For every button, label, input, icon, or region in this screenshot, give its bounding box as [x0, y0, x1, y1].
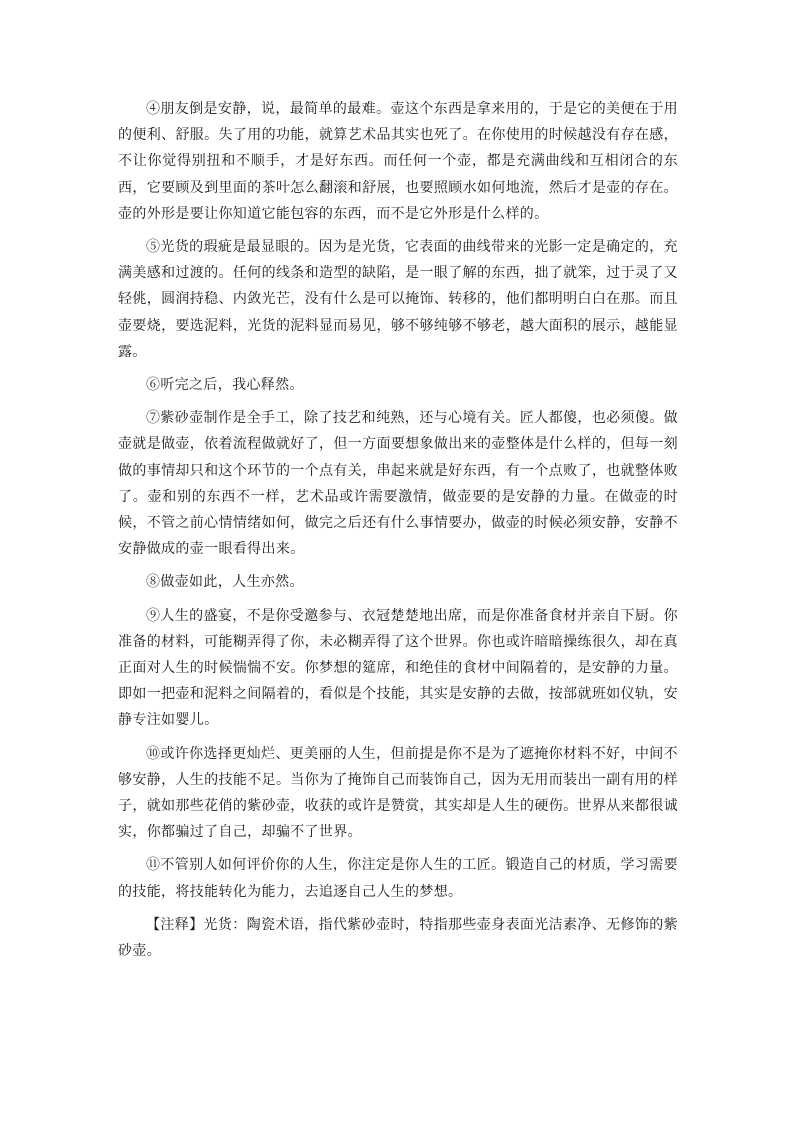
document-page: [118, 96, 678, 964]
footnote: 【注释】光货：陶瓷术语，指代紫砂壶时，特指那些壶身表面光洁素净、无修饰的紫砂壶。: [118, 916, 678, 960]
paragraph-10: ⑩或许你选择更灿烂、更美丽的人生，但前提是你不是为了遮掩你材料不好，中间不够安静，人生的技能不足。当你为了掩饰自己而装饰自己，因为无用而装出一副有用的样子，就如那些花俏的紫砂壶，收获的或许是赞赏，其实却是人生的硬伤。世界从来都很诚实，你都骗过了自己，却骗不了世界。: [118, 745, 678, 841]
paragraph-6: ⑥听完之后，我心释然。: [146, 377, 304, 394]
paragraph-9: ⑨人生的盛宴，不是你受邀参与、衣冠楚楚地出席，而是你准备食材并亲自下厨。你准备的材料，可能糊弄得了你，未必糊弄得了这个世界。你也或许暗暗操练很久，却在真正面对人生的时候惴惴不安。你梦想的筵席，和绝佳的食材中间隔着的，是安静的力量。即如一把壶和泥料之间隔着的，看似是个技能，其实是安静的去做，按部就班如仪轨，安静专注如婴儿。: [118, 607, 678, 729]
paragraph-8: ⑧做壶如此，人生亦然。: [146, 574, 304, 591]
paragraph-4: ④朋友倒是安静，说，最简单的最难。壶这个东西是拿来用的，于是它的美便在于用的便利、舒服。失了用的功能，就算艺术品其实也死了。在你使用的时候越没有存在感，不让你觉得别扭和不顺手，才是好东西。而任何一个壶，都是充满曲线和互相闭合的东西，它要顾及到里面的茶叶怎么翻滚和舒展，也要照顾水如何地流，然后才是壶的存在。壶的外形是要让你知道它能包容的东西，而不是它外形是什么样的。: [118, 101, 678, 222]
paragraph-5: ⑤光货的瑕疵是最显眼的。因为是光货，它表面的曲线带来的光影一定是确定的，充满美感和过渡的。任何的线条和造型的缺陷，是一眼了解的东西，拙了就笨，过于灵了又轻佻，圆润持稳、内敛光芒，没有什么是可以掩饰、转移的，他们都明明白白在那。而且壶要烧，要选泥料，光货的泥料显而易见，够不够纯够不够老，越大面积的展示，越能显露。: [118, 239, 678, 360]
paragraph-7: ⑦紫砂壶制作是全手工，除了技艺和纯熟，还与心境有关。匠人都傻，也必须傻。做壶就是做壶，依着流程做就好了，但一方面要想象做出来的壶整体是什么样的，但每一刻做的事情却只和这个环节的一个点有关，串起来就是好东西，有一个点败了，也就整体败了。壶和别的东西不一样，艺术品或许需要激情，做壶要的是安静的力量。在做壶的时候，不管之前心情情绪如何，做完之后还有什么事情要办，做壶的时候必须安静，安静不安静做成的壶一眼看得出来。: [118, 410, 678, 558]
paragraph-11: ⑪不管别人如何评价你的人生，你注定是你人生的工匠。锻造自己的材质，学习需要的技能，将技能转化为能力，去追逐自己人生的梦想。: [118, 857, 678, 900]
